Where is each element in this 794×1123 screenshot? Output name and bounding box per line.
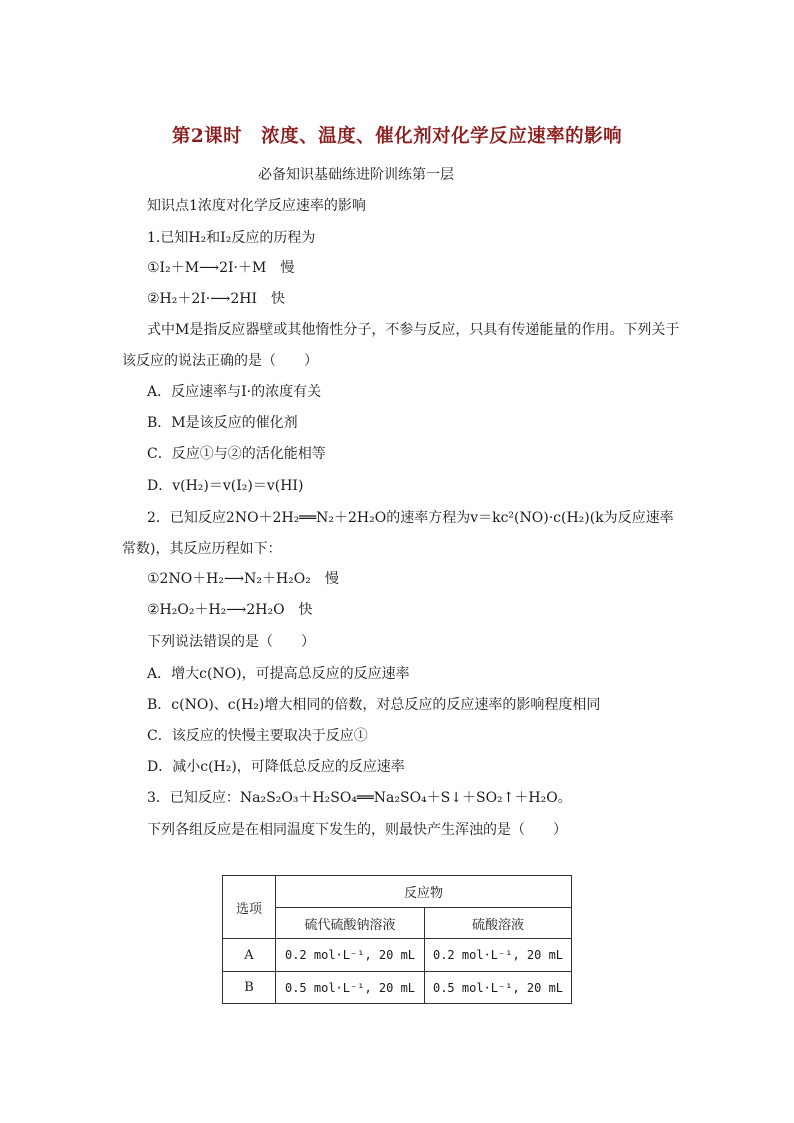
q1-option-c: C．反应①与②的活化能相等 <box>147 446 326 462</box>
row-sulfuric-acid: 0.5 mol·L⁻¹, 20 mL <box>425 972 572 1004</box>
q1-option-a: A．反应速率与I·的浓度有关 <box>147 384 322 400</box>
q2-option-b: B．c(NO)、c(H₂)增大相同的倍数，对总反应的反应速率的影响程度相同 <box>147 697 601 713</box>
q1-stem: 1.已知H₂和I₂反应的历程为 <box>147 230 316 246</box>
q2-stem-line1: 2．已知反应2NO＋2H₂══N₂＋2H₂O的速率方程为v＝kc²(NO)·c(H₂)(k为反应速率 <box>147 510 674 526</box>
q2-stem-line2: 常数)，其反应历程如下： <box>122 541 282 557</box>
row-option: B <box>223 972 276 1004</box>
q1-option-b: B．M是该反应的催化剂 <box>147 415 298 431</box>
q3-stem: 3．已知反应：Na₂S₂O₃＋H₂SO₄══Na₂SO₄＋S↓＋SO₂↑＋H₂O。 <box>147 790 572 806</box>
q3-ask: 下列各组反应是在相同温度下发生的，则最快产生浑浊的是（ ） <box>147 822 567 838</box>
q1-step2: ②H₂＋2I·⟶2HI 快 <box>147 291 285 307</box>
q2-step2: ②H₂O₂＋H₂⟶2H₂O 快 <box>147 602 313 618</box>
row-option: A <box>223 939 276 972</box>
q1-step1: ①I₂＋M⟶2I·＋M 慢 <box>147 260 295 276</box>
q1-desc-line2: 该反应的说法正确的是（ ） <box>122 353 318 369</box>
table-row <box>223 939 572 972</box>
knowledge-point-heading: 知识点1浓度对化学反应速率的影响 <box>147 198 366 214</box>
section-subtitle: 必备知识基础练进阶训练第一层 <box>258 167 454 183</box>
row-sulfuric-acid: 0.2 mol·L⁻¹, 20 mL <box>425 939 572 972</box>
header-option: 选项 <box>223 876 276 939</box>
q2-ask: 下列说法错误的是（ ） <box>147 634 315 650</box>
table-row <box>223 972 572 1004</box>
header-reactants: 反应物 <box>276 876 572 908</box>
row-thiosulfate: 0.2 mol·L⁻¹, 20 mL <box>276 939 425 972</box>
reactant-table <box>222 875 572 1004</box>
q2-step1: ①2NO＋H₂⟶N₂＋H₂O₂ 慢 <box>147 571 339 587</box>
q1-desc-line1: 式中M是指反应器壁或其他惰性分子，不参与反应，只具有传递能量的作用。下列关于 <box>147 322 680 338</box>
q2-option-d: D．减小c(H₂)，可降低总反应的反应速率 <box>147 759 405 775</box>
page-title: 第2课时 浓度、温度、催化剂对化学反应速率的影响 <box>171 126 623 147</box>
q2-option-c: C．该反应的快慢主要取决于反应① <box>147 728 368 744</box>
header-sulfuric-acid: 硫酸溶液 <box>425 908 572 939</box>
header-thiosulfate: 硫代硫酸钠溶液 <box>276 908 425 939</box>
q1-option-d: D．v(H₂)＝v(I₂)＝v(HI) <box>147 478 304 494</box>
row-thiosulfate: 0.5 mol·L⁻¹, 20 mL <box>276 972 425 1004</box>
q2-option-a: A．增大c(NO)，可提高总反应的反应速率 <box>147 666 410 682</box>
